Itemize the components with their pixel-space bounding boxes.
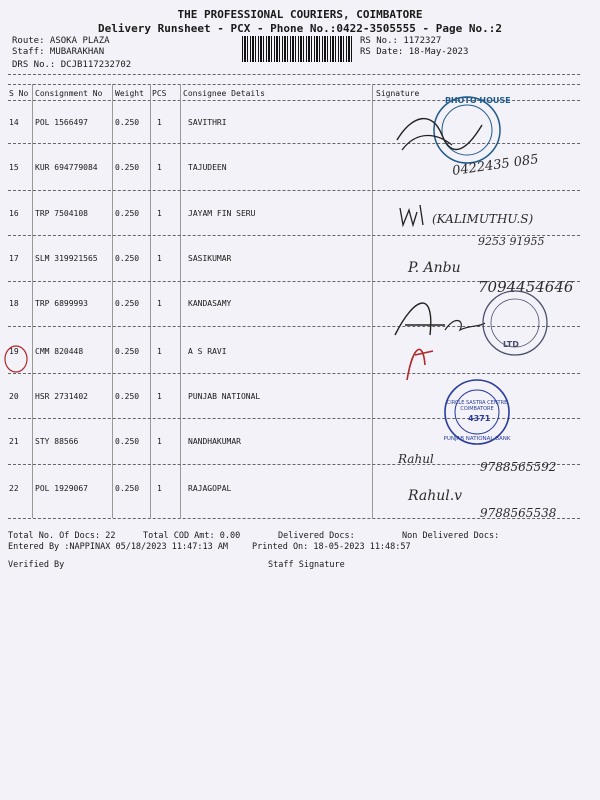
row-sno: 14 bbox=[9, 118, 19, 127]
col-divider bbox=[32, 84, 33, 518]
row-pcs: 1 bbox=[157, 209, 162, 218]
row-pcs: 1 bbox=[157, 118, 162, 127]
row-consignee: JAYAM FIN SERU bbox=[188, 209, 256, 218]
row-pcs: 1 bbox=[157, 392, 162, 401]
row-weight: 0.250 bbox=[115, 163, 140, 172]
row-consignee: SAVITHRI bbox=[188, 118, 227, 127]
row-pcs: 1 bbox=[157, 163, 162, 172]
row-sno: 16 bbox=[9, 209, 19, 218]
non-delivered-docs: Non Delivered Docs: bbox=[402, 531, 500, 541]
row-sno: 17 bbox=[9, 254, 19, 263]
handwritten-phone: 7094454646 bbox=[478, 278, 574, 296]
row-weight: 0.250 bbox=[115, 299, 140, 308]
pnb-stamp-code: 4371 bbox=[468, 414, 491, 423]
row-consignment: KUR 694779084 bbox=[35, 163, 98, 172]
divider bbox=[8, 84, 580, 85]
row-sno: 20 bbox=[9, 392, 19, 401]
row-consignment: TRP 6899993 bbox=[35, 299, 88, 308]
row-weight: 0.250 bbox=[115, 484, 140, 493]
row-consignment: POL 1566497 bbox=[35, 118, 88, 127]
circle-mark-icon bbox=[2, 344, 30, 374]
signature-icon bbox=[395, 200, 435, 230]
col-header-consignment: Consignment No bbox=[35, 89, 103, 98]
row-pcs: 1 bbox=[157, 347, 162, 356]
verified-by: Verified By bbox=[8, 560, 65, 570]
printed-on: Printed On: 18-05-2023 11:48:57 bbox=[252, 542, 411, 552]
row-consignee: KANDASAMY bbox=[188, 299, 232, 308]
col-header-weight: Weight bbox=[115, 89, 144, 98]
row-weight: 0.250 bbox=[115, 254, 140, 263]
total-docs: Total No. Of Docs: 22 bbox=[8, 531, 116, 541]
handwritten-name: P. Anbu bbox=[408, 260, 461, 276]
delivered-docs: Delivered Docs: bbox=[278, 531, 355, 541]
row-sno: 19 bbox=[9, 347, 19, 356]
row-pcs: 1 bbox=[157, 484, 162, 493]
row-weight: 0.250 bbox=[115, 209, 140, 218]
ltd-stamp-text: LTD bbox=[503, 340, 519, 349]
row-pcs: 1 bbox=[157, 437, 162, 446]
pnb-stamp-top: CIRCLE SASTRA CENTRE COIMBATORE bbox=[446, 400, 508, 412]
row-consignment: CMM 820448 bbox=[35, 347, 84, 356]
staff-label: Staff: MUBARAKHAN bbox=[12, 47, 105, 57]
row-consignee: SASIKUMAR bbox=[188, 254, 232, 263]
rs-number: RS No.: 1172327 bbox=[360, 36, 442, 46]
row-consignment: TRP 7504108 bbox=[35, 209, 88, 218]
rs-date: RS Date: 18-May-2023 bbox=[360, 47, 469, 57]
company-title: THE PROFESSIONAL COURIERS, COIMBATORE bbox=[177, 8, 423, 21]
pnb-stamp-bottom: PUNJAB NATIONAL BANK bbox=[443, 436, 511, 442]
row-consignee: RAJAGOPAL bbox=[188, 484, 232, 493]
row-consignment: HSR 2731402 bbox=[35, 392, 88, 401]
col-header-signature: Signature bbox=[376, 89, 420, 98]
row-divider bbox=[8, 190, 580, 191]
row-weight: 0.250 bbox=[115, 437, 140, 446]
col-divider bbox=[180, 84, 181, 518]
photo-house-stamp-text: PHOTO HOUSE bbox=[445, 96, 511, 105]
handwritten-name: Rahul bbox=[398, 452, 434, 466]
handwritten-phone: 9788565592 bbox=[480, 460, 557, 474]
drs-number: DRS No.: DCJB117232702 bbox=[12, 60, 132, 70]
barcode bbox=[242, 36, 354, 62]
col-divider bbox=[150, 84, 151, 518]
row-sno: 15 bbox=[9, 163, 19, 172]
handwritten-phone: 9253 91955 bbox=[478, 235, 545, 248]
row-consignee: PUNJAB NATIONAL bbox=[188, 392, 261, 401]
row-consignee: A S RAVI bbox=[188, 347, 227, 356]
handwritten-phone: 9788565538 bbox=[480, 506, 557, 520]
signature-stamp-icon bbox=[385, 285, 585, 380]
total-cod: Total COD Amt: 0.00 bbox=[143, 531, 241, 541]
col-header-sno: S No bbox=[9, 89, 29, 98]
entered-by: Entered By :NAPPINAX 05/18/2023 11:47:13 AM bbox=[8, 542, 229, 552]
divider bbox=[8, 74, 580, 75]
row-consignment: SLM 319921565 bbox=[35, 254, 98, 263]
col-divider bbox=[112, 84, 113, 518]
row-pcs: 1 bbox=[157, 299, 162, 308]
handwritten-phone: 0422435 085 bbox=[451, 152, 540, 179]
row-consignment: STY 88566 bbox=[35, 437, 79, 446]
row-sno: 21 bbox=[9, 437, 19, 446]
row-weight: 0.250 bbox=[115, 347, 140, 356]
route-label: Route: ASOKA PLAZA bbox=[12, 36, 110, 46]
handwritten-name: (KALIMUTHU.S) bbox=[432, 212, 534, 226]
runsheet-subtitle: Delivery Runsheet - PCX - Phone No.:0422-3505555 - Page No.:2 bbox=[98, 22, 502, 35]
row-consignee: TAJUDEEN bbox=[188, 163, 227, 172]
staff-signature: Staff Signature bbox=[268, 560, 345, 570]
row-weight: 0.250 bbox=[115, 392, 140, 401]
row-consignee: NANDHAKUMAR bbox=[188, 437, 241, 446]
handwritten-name: Rahul.v bbox=[408, 488, 463, 504]
col-header-consignee: Consignee Details bbox=[183, 89, 265, 98]
col-header-pcs: PCS bbox=[152, 89, 167, 98]
row-consignment: POL 1929067 bbox=[35, 484, 88, 493]
row-sno: 22 bbox=[9, 484, 19, 493]
row-pcs: 1 bbox=[157, 254, 162, 263]
row-weight: 0.250 bbox=[115, 118, 140, 127]
row-sno: 18 bbox=[9, 299, 19, 308]
